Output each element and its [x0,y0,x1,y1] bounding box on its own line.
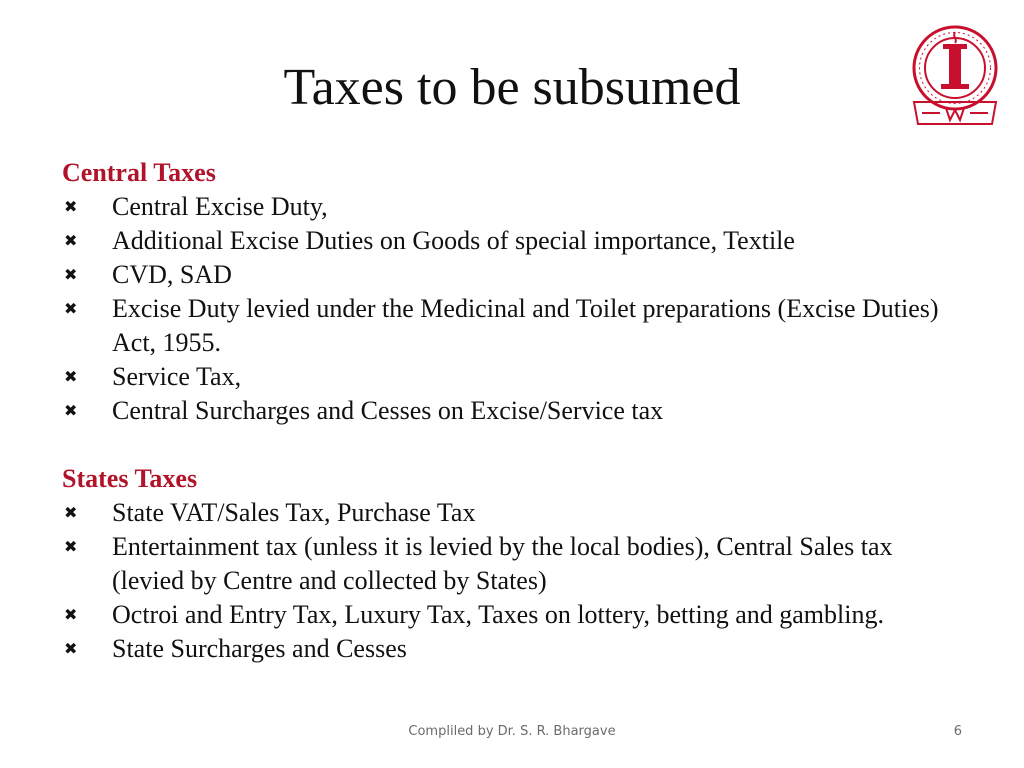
list-item [62,496,962,530]
x-bullet-icon: ✖ [64,639,78,658]
list-item [62,190,962,224]
institute-seal-icon [910,22,1000,130]
slide-title: Taxes to be subsumed [283,59,741,116]
list-item-text: Central Surcharges and Cesses on Excise/Service tax [112,396,664,425]
list-item-text: Entertainment tax (unless it is levied by the local bodies), Central Sales tax (levied by Centre and collected by States) [112,532,893,595]
states-taxes-heading: States Taxes [62,464,198,493]
central-taxes-heading: Central Taxes [62,158,216,187]
list-item-text: Excise Duty levied under the Medicinal and Toilet preparations (Excise Duties) Act, 1955. [112,294,939,357]
list-item-text: CVD, SAD [112,260,232,289]
list-item-text: State VAT/Sales Tax, Purchase Tax [112,498,476,527]
x-bullet-icon: ✖ [64,503,78,522]
states-taxes-list [62,496,962,666]
footer-credit: Compliled by Dr. S. R. Bhargave [408,724,616,739]
list-item-text: Additional Excise Duties on Goods of special importance, Textile [112,226,795,255]
list-item-text: Service Tax, [112,362,242,391]
list-item [62,394,962,428]
x-bullet-icon: ✖ [64,367,78,386]
section-spacer [62,428,962,462]
x-bullet-icon: ✖ [64,299,78,318]
list-item [62,530,962,598]
x-bullet-icon: ✖ [64,231,78,250]
x-bullet-icon: ✖ [64,605,78,624]
list-item [62,360,962,394]
list-item [62,598,962,632]
list-item-text: Central Excise Duty, [112,192,328,221]
x-bullet-icon: ✖ [64,537,78,556]
page-number: 6 [953,724,962,739]
list-item [62,224,962,258]
list-item [62,632,962,666]
x-bullet-icon: ✖ [64,401,78,420]
slide-content [62,156,962,666]
list-item-text: Octroi and Entry Tax, Luxury Tax, Taxes on lottery, betting and gambling. [112,600,884,629]
list-item [62,292,962,360]
list-item [62,258,962,292]
x-bullet-icon: ✖ [64,197,78,216]
central-taxes-list [62,190,962,428]
x-bullet-icon: ✖ [64,265,78,284]
list-item-text: State Surcharges and Cesses [112,634,407,663]
